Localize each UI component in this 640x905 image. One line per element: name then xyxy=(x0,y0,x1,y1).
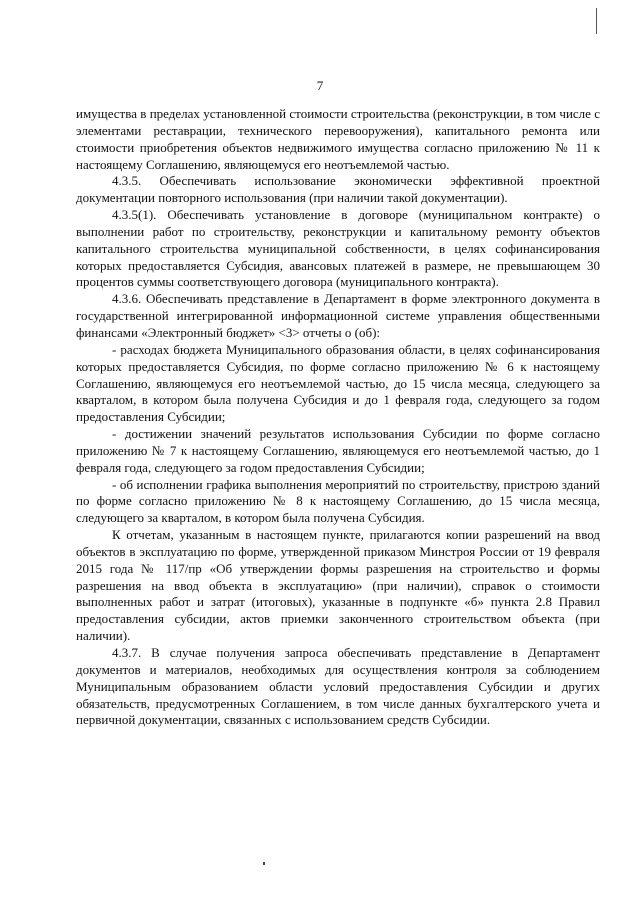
paragraph-continuation: имущества в пределах установленной стоимости строительства (реконструкции, в том числе с элементами реставрации, технического перевооружения), капитального ремонта или стоимости приобретения объектов недвижимого имущества согласно приложению № 11 к настоящему Соглашению, являющемуся его неотъемлемой частью. xyxy=(76,106,600,172)
scan-speck xyxy=(263,862,265,865)
paragraph-4-3-6-schedule: - об исполнении графика выполнения мероприятий по строительству, пристрою зданий по форме согласно приложению № 8 к настоящему Соглашению, до 15 числа месяца, следующего за кварталом, в котором была получена Субсидия. xyxy=(76,476,600,526)
paragraph-4-3-5: 4.3.5. Обеспечивать использование экономически эффективной проектной документации повторного использования (при наличии такой документации). xyxy=(76,173,600,206)
paragraph-4-3-6: 4.3.6. Обеспечивать представление в Департамент в форме электронного документа в государственной интегрированной информационной системе управления общественными финансами «Электронный бюджет» <3> отчеты о (об): xyxy=(76,291,600,340)
paragraph-4-3-5-1: 4.3.5(1). Обеспечивать установление в договоре (муниципальном контракте) о выполнении работ по строительству, реконструкции и капитальному ремонту объектов капитального строительства муниципальной собственности, в целях софинансирования которых предоставляется Субсидия, авансовых платежей в размере, не превышающем 30 процентов суммы соответствующего договора (муниципального контракта). xyxy=(76,207,600,290)
page-number: 7 xyxy=(316,78,324,93)
scan-edge-mark xyxy=(596,8,597,34)
paragraph-4-3-7: 4.3.7. В случае получения запроса обеспечивать представление в Департамент документов и материалов, необходимых для осуществления контроля за соблюдением Муниципальным образованием области условий предоставления Субсидии и других обязательств, предусмотренных Соглашением, в том числе данных бухгалтерского учета и первичной документации, связанных с использованием средств Субсидии. xyxy=(76,645,600,728)
paragraph-report-attachments: К отчетам, указанным в настоящем пункте, прилагаются копии разрешений на ввод объектов в эксплуатацию по форме, утвержденной приказом Минстроя России от 19 февраля 2015 года № 117/пр «Об утверждении формы разрешения на строительство и формы разрешения на ввод объекта в эксплуатацию» (при наличии), справок о стоимости выполненных работ и затрат (итоговых), указанные в подпункте «б» пункта 2.8 Правил предоставления субсидии, актов приемки законченного строительством объекта (при наличии). xyxy=(76,527,600,644)
paragraph-4-3-6-expenses: - расходах бюджета Муниципального образования области, в целях софинансирования которых предоставляется Субсидия, по форме согласно приложению № 6 к настоящему Соглашению, являющемуся его неотъемлемой частью, до 15 числа месяца, следующего за кварталом, в котором была получена Субсидия и до 1 февраля года, следующего за годом предоставления Субсидии; xyxy=(76,341,600,425)
document-body xyxy=(76,106,600,729)
paragraph-4-3-6-results: - достижении значений результатов использования Субсидии по форме согласно приложению № 7 к настоящему Соглашению, являющемуся его неотъемлемой частью, до 1 февраля года, следующего за годом предоставления Субсидии; xyxy=(76,426,600,475)
